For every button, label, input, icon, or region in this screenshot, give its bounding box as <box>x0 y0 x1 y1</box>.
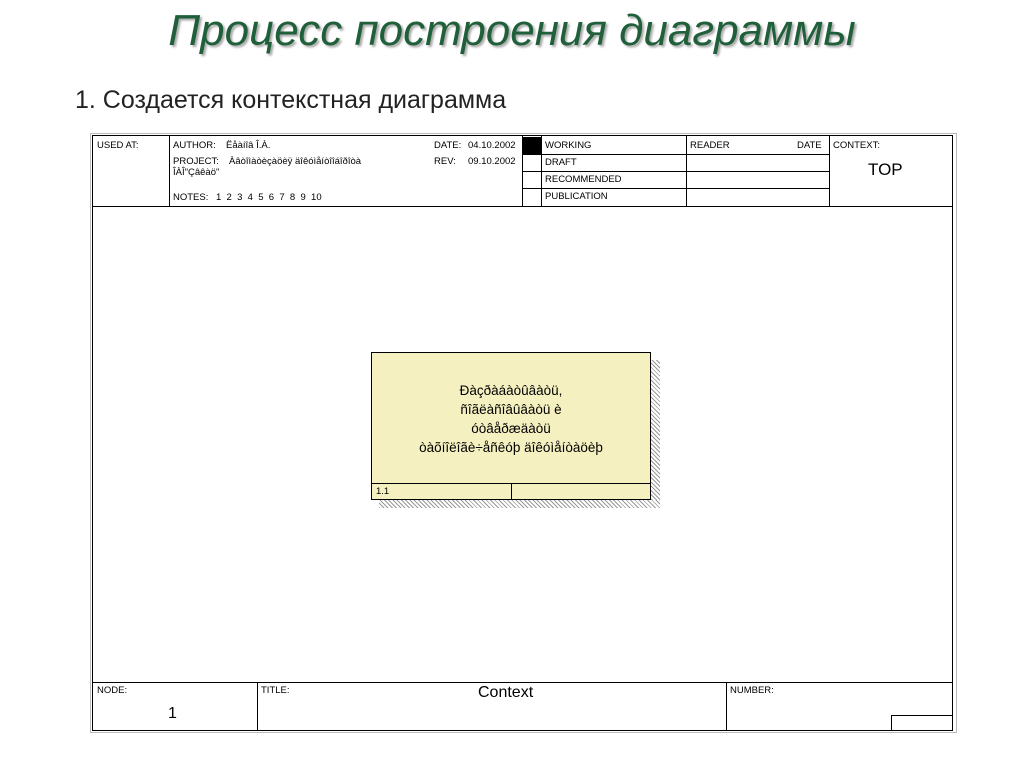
node-value: 1 <box>168 705 177 722</box>
author-label: AUTHOR: <box>173 140 216 151</box>
author-value: Ëåàíîâ Î.À. <box>226 140 271 151</box>
activity-id: 1.1 <box>376 486 390 497</box>
status-row-line-3 <box>522 188 829 189</box>
header-bottom-line <box>92 206 953 207</box>
activity-box-footer <box>372 483 650 499</box>
status-row-line-1 <box>522 154 829 155</box>
context-label: CONTEXT: <box>833 140 880 151</box>
title-label: TITLE: <box>261 685 290 696</box>
activity-box-shadow-bottom <box>379 500 660 508</box>
project-value-line2: ÎÀÎ"Çâêàö" <box>173 167 220 178</box>
header-divider-usedat <box>169 136 170 206</box>
status-row-line-2 <box>522 171 829 172</box>
activity-footer-divider <box>511 484 512 499</box>
date-value: 04.10.2002 <box>468 140 516 151</box>
slide-title: Процесс построения диаграммы <box>168 6 856 55</box>
activity-name: Ðàçðàáàòûâàòü, ñîãëàñîâûâàòü è óòâåðæäàòü òàõíîëîãè÷åñêóþ äîêóìåíòàöèþ <box>419 383 603 455</box>
activity-box-shadow-right <box>651 360 660 508</box>
reader-label: READER <box>690 140 730 151</box>
rev-value: 09.10.2002 <box>468 156 516 167</box>
context-value: TOP <box>868 160 903 179</box>
used-at-label: USED AT: <box>97 140 139 151</box>
rev-label: REV: <box>434 156 456 167</box>
status-recommended: RECOMMENDED <box>545 174 622 185</box>
footer-divider-node <box>257 682 258 731</box>
working-status-marker <box>523 137 541 154</box>
diagram-title: Context <box>478 684 534 701</box>
notes-label: NOTES: <box>173 192 209 203</box>
number-box-top <box>891 715 953 716</box>
activity-box[interactable] <box>371 352 651 500</box>
number-label: NUMBER: <box>730 685 774 696</box>
project-value: Àâòîìàòèçàöèÿ äîêóìåíòîîáîðîòà <box>229 156 362 167</box>
project-label: PROJECT: <box>173 156 219 167</box>
footer-top-line <box>92 682 953 683</box>
header-divider-context <box>829 136 830 206</box>
status-publication: PUBLICATION <box>545 191 608 202</box>
reader-date-label: DATE <box>797 140 822 151</box>
date-label: DATE: <box>434 140 462 151</box>
number-box-left <box>891 715 892 731</box>
footer-divider-number <box>726 682 727 731</box>
notes-values: 1 2 3 4 5 6 7 8 9 10 <box>216 192 322 203</box>
node-label: NODE: <box>97 685 128 696</box>
status-working: WORKING <box>545 140 592 151</box>
slide-subtitle: 1. Создается контекстная диаграмма <box>75 86 507 114</box>
status-draft: DRAFT <box>545 157 577 168</box>
